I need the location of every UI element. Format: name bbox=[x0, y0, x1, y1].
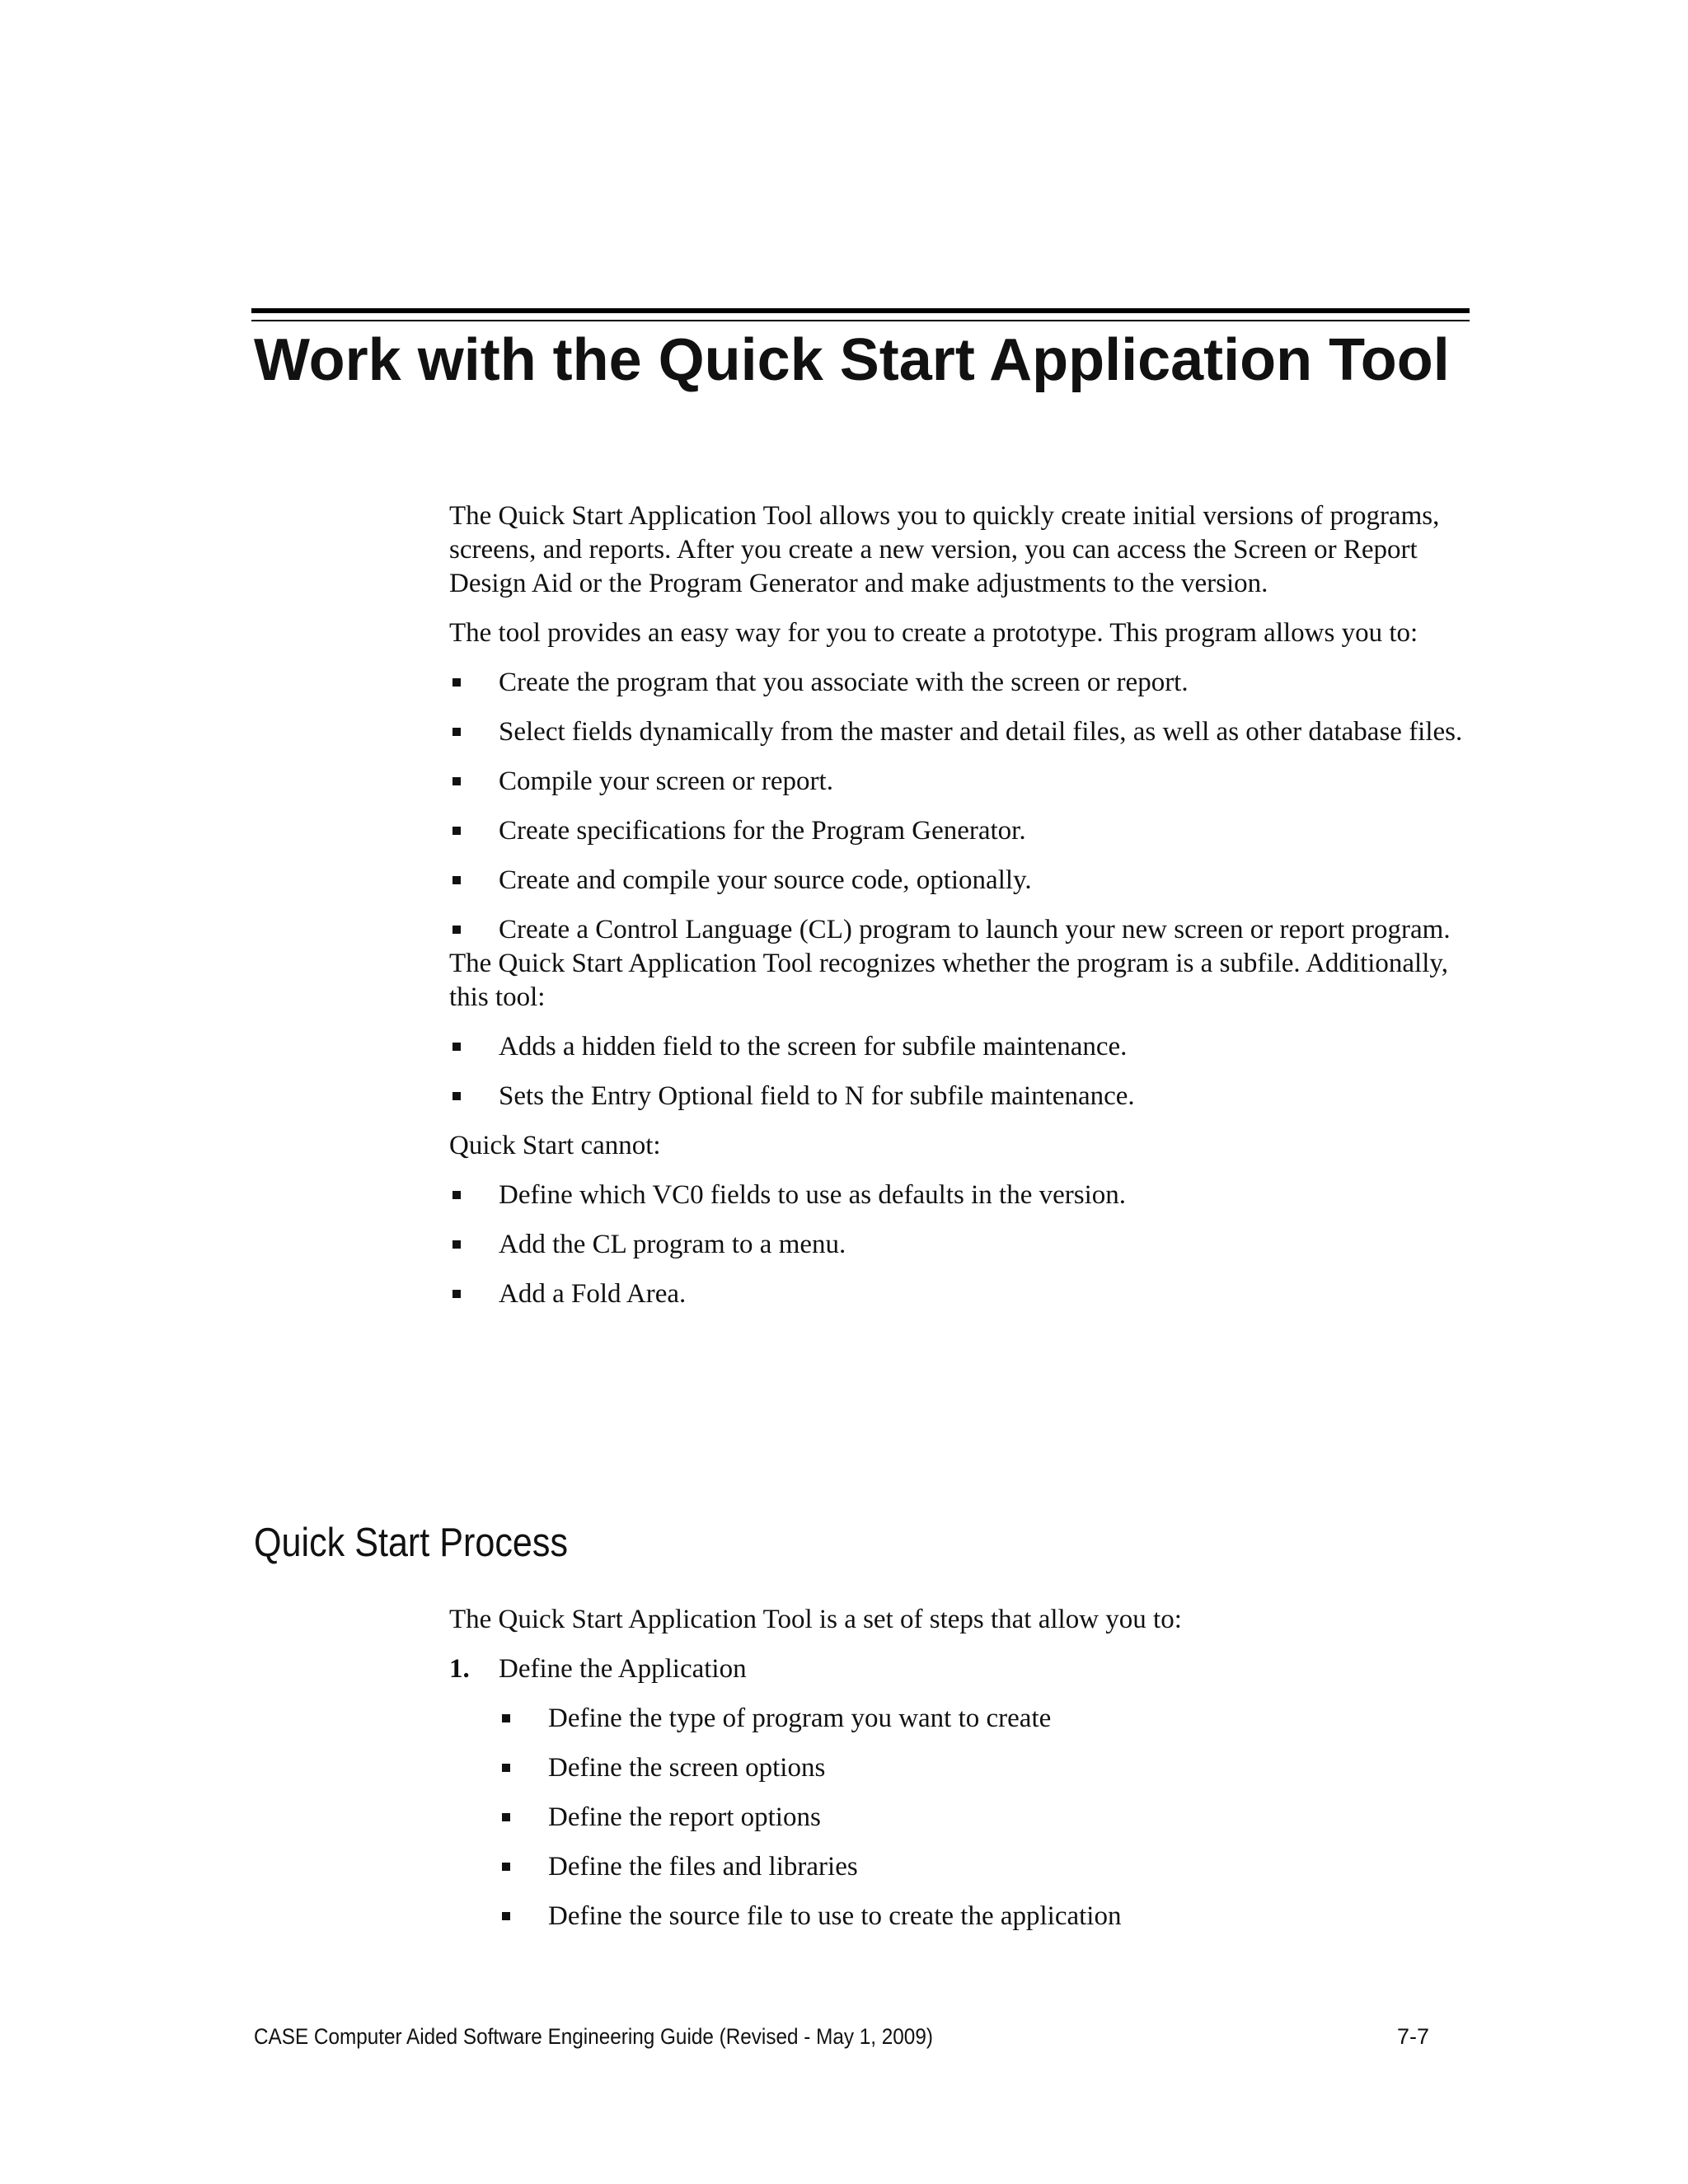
limitations-list bbox=[449, 1179, 1484, 1311]
step-item bbox=[449, 1652, 1484, 1686]
title-rule-thin bbox=[251, 320, 1470, 321]
list-item: Adds a hidden field to the screen for subfile maintenance. bbox=[449, 1030, 1484, 1064]
list-item: Sets the Entry Optional field to N for subfile maintenance. bbox=[449, 1080, 1484, 1113]
list-item: Define which VC0 fields to use as defaults in the version. bbox=[449, 1179, 1484, 1212]
step-number: 1. bbox=[449, 1654, 470, 1684]
subfile-list bbox=[449, 1030, 1484, 1113]
title-rule-thick bbox=[251, 308, 1470, 313]
intro-paragraph-2: The tool provides an easy way for you to create a prototype. This program allows you to: bbox=[449, 618, 1418, 648]
list-item: Add a Fold Area. bbox=[449, 1277, 1484, 1311]
list-item: Define the files and libraries bbox=[499, 1850, 1484, 1884]
list-item: Compile your screen or report. bbox=[449, 765, 1484, 799]
process-section bbox=[449, 1603, 1484, 1949]
page-number: 7-7 bbox=[1397, 2024, 1430, 2049]
page-title: Work with the Quick Start Application Tool bbox=[254, 327, 1450, 393]
intro-paragraph-1: The Quick Start Application Tool allows you to quickly create initial versions of programs, screens, and reports. After you create a new version, you can access the Screen or Report Design Aid or the Program Generator and make adjustments to the version. bbox=[449, 501, 1440, 598]
capabilities-list bbox=[449, 666, 1484, 947]
subfile-paragraph: The Quick Start Application Tool recognizes whether the program is a subfile. Additionally, this tool: bbox=[449, 949, 1448, 1012]
process-intro: The Quick Start Application Tool is a set of steps that allow you to: bbox=[449, 1605, 1182, 1634]
list-item: Define the source file to use to create the application bbox=[499, 1900, 1484, 1933]
list-item: Define the report options bbox=[499, 1801, 1484, 1835]
list-item: Create a Control Language (CL) program to launch your new screen or report program. bbox=[449, 913, 1484, 947]
list-item: Define the screen options bbox=[499, 1751, 1484, 1785]
list-item: Create specifications for the Program Generator. bbox=[449, 814, 1484, 848]
steps-list bbox=[449, 1652, 1484, 1686]
list-item: Create and compile your source code, optionally. bbox=[449, 864, 1484, 898]
footer-title: CASE Computer Aided Software Engineering Guide (Revised - May 1, 2009) bbox=[254, 2024, 933, 2049]
list-item: Create the program that you associate with the screen or report. bbox=[449, 666, 1484, 700]
intro-section bbox=[449, 499, 1484, 1327]
step-subitems bbox=[449, 1702, 1484, 1933]
list-item: Add the CL program to a menu. bbox=[449, 1228, 1484, 1262]
step-label: Define the Application bbox=[499, 1654, 747, 1684]
limitations-paragraph: Quick Start cannot: bbox=[449, 1131, 661, 1160]
list-item: Select fields dynamically from the master and detail files, as well as other database files. bbox=[449, 715, 1484, 749]
list-item: Define the type of program you want to create bbox=[499, 1702, 1484, 1736]
section-heading: Quick Start Process bbox=[254, 1521, 569, 1565]
